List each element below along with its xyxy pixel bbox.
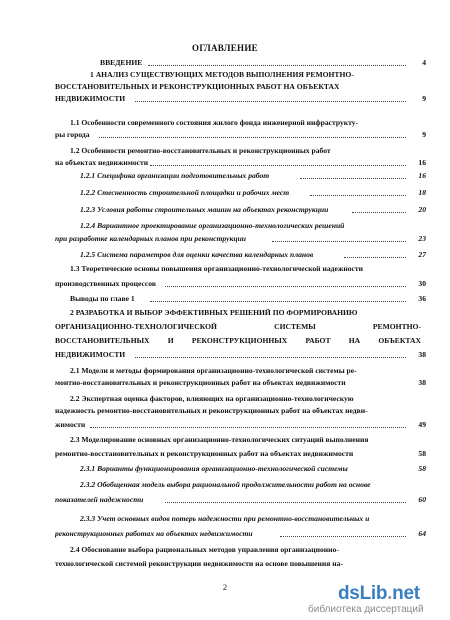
dslib-watermark — [298, 583, 450, 619]
watermark-subtitle: библиотека диссертаций — [308, 604, 424, 615]
toc-page: ОГЛАВЛЕНИЕ ВВЕДЕНИЕ 4 1 АНАЛИЗ СУЩЕСТВУЮЩИХ МЕТОДОВ ВЫПОЛНЕНИЯ РЕМОНТНО- ВОССТАНОВИТЕЛЬНЫХ И РЕКОНСТРУКЦИОННЫХ РАБОТ НА ОБЪЕКТАХ НЕДВИЖИМОСТИ 9 1.1 Особенности современного состояния жилого фонда инженерной инфраструкту- ры города 9 1.2 Особенности ремонтно-восстановительных и реконструкционных работ на объектах недвижимости 16 1.2.1 Специфика организации подготовительных работ 16 1.2.2 Стесненность строительной площадки и рабочих мест 18 1.2.3 Условия работы строительных машин на объектах реконструкции 20 1.2.4 Вариантное проектирование организационно-технологических решений при разработке календарных планов при реконструкции 23 1.2.5 Система параметров для оценки качества календарных планов 27 1.3 Теоретические основы повышения организационно-технологической надежности производственных процессов 30 Выводы по главе 1 36 2 РАЗРАБОТКА И ВЫБОР ЭФФЕКТИВНЫХ РЕШЕНИЙ ПО ФОРМИРОВАНИЮ ОРГАНИЗАЦИОННО-ТЕХНОЛОГИЧЕСКОЙ СИСТЕМЫ РЕМОНТНО- ВОССТАНОВИТЕЛЬНЫХ И РЕКОНСТРУКЦИОННЫХ РАБОТ НА ОБЪЕКТАХ НЕДВИЖИМОСТИ 38 2.1 Модели и методы формирования организационно-технологической системы ре- монтно-восстановительных и реконструкционных работ на объектах недвижимости 38 2.2 Экспертная оценка факторов, влияющих на организационно-технологическую надежность ремонтно-восстановительных и реконструкционных работ на объектах недви- жимости 49 2.3 Моделирование основных организационно-технологических ситуаций выполнения ремонтно-восстановительных и реконструкционных работ на объектах недвижимости 58 2.3.1 Варианты функционирования организационно-технологической системы 58 2.3.2 Обобщенная модель выбора рациональной продолжительности работ на основе показателей надежности 60 2.3.3 Учет основных видов потерь надежности при ремонтно-восстановительных и реконструкционных работах на объектах недвижимости 64 2.4 Обоснование выбора рациональных методов управления организационно- технологической системой реконструкции недвижимости на основе повышения на- 2 dsLib.net библиотека диссертаций — [0, 0, 450, 620]
watermark-logo: dsLib.net — [338, 583, 420, 604]
page-number: 2 — [222, 582, 228, 592]
toc-title: ОГЛАВЛЕНИЕ — [192, 43, 258, 53]
